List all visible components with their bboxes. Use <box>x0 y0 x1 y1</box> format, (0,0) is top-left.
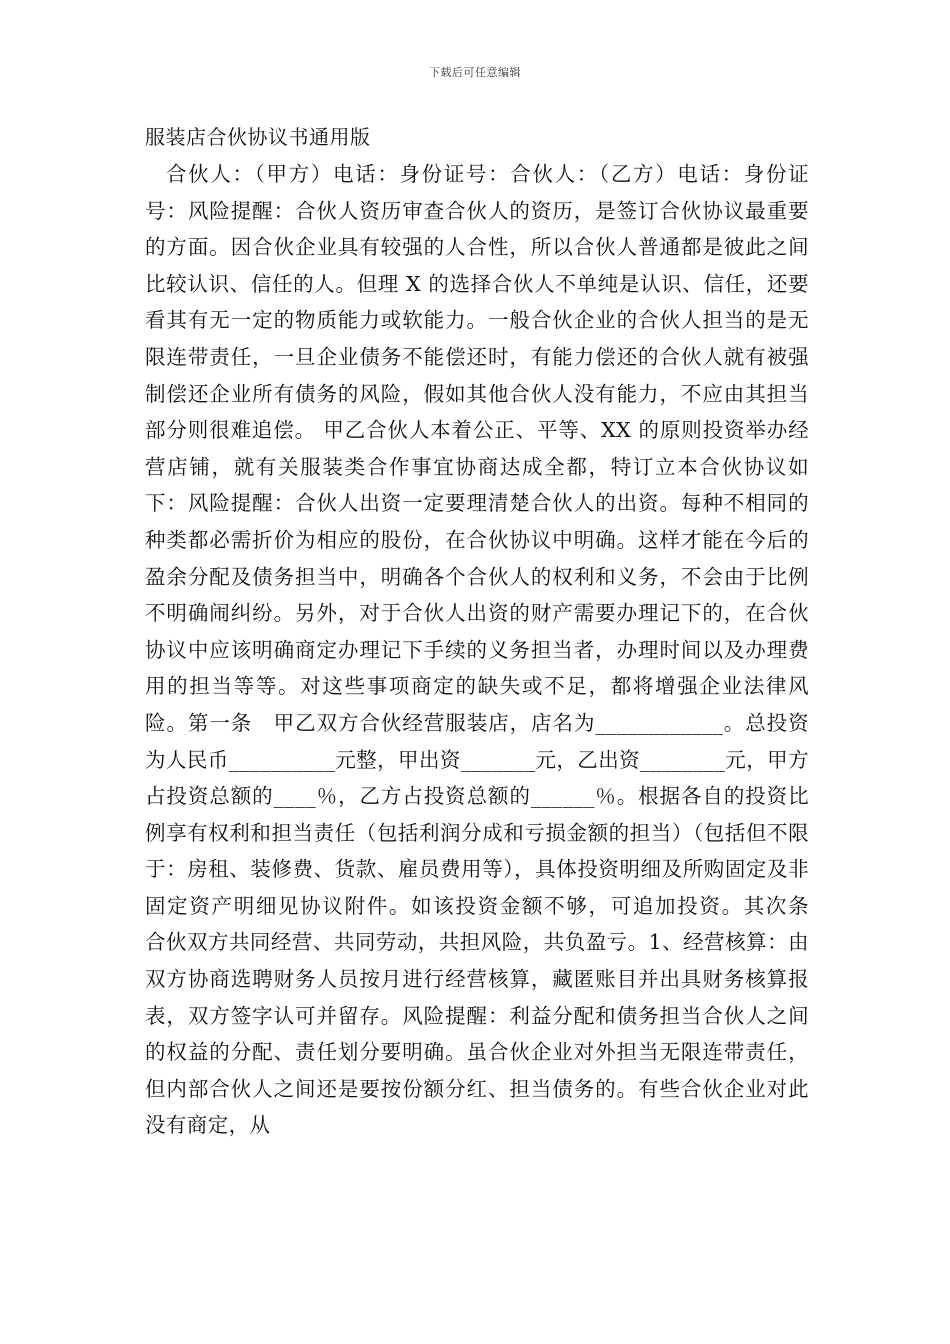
page-header-note: 下载后可任意编辑 <box>429 66 521 79</box>
document-body-paragraph: 合伙人：（甲方）电话：身份证号：合伙人：（乙方）电话：身份证号：风险提醒：合伙人资历审查合伙人的资历，是签订合伙协议最重要的方面。因合伙企业具有较强的人合性，所以合伙人普通都是彼此之间比较认识、信任的人。但理 X 的选择合伙人不单纯是认识、信任，还要看其有无一定的物质能力或软能力。一般合伙企业的合伙人担当的是无限连带责任，一旦企业债务不能偿还时，有能力偿还的合伙人就有被强制偿还企业所有债务的风险，假如其他合伙人没有能力，不应由其担当部分则很难追偿。 甲乙合伙人本着公正、平等、XX 的原则投资举办经营店铺，就有关服装类合作事宜协商达成全都，特订立本合伙协议如下：风险提醒：合伙人出资一定要理清楚合伙人的出资。每种不相同的种类都必需折价为相应的股份，在合伙协议中明确。这样才能在今后的盈余分配及债务担当中，明确各个合伙人的权利和义务，不会由于比例不明确闹纠纷。另外，对于合伙人出资的财产需要办理记下的，在合伙协议中应该明确商定办理记下手续的义务担当者，办理时间以及办理费用的担当等等。对这些事项商定的缺失或不足，都将增强企业法律风险。第一条 甲乙双方合伙经营服装店，店名为____________。总投资为人民币__________元整，甲出资_______元，乙出资________元，甲方占投资总额的____％，乙方占投资总额的______％。根据各自的投资比例享有权利和担当责任（包括利润分成和亏损金额的担当）（包括但不限于：房租、装修费、货款、雇员费用等），具体投资明细及所购固定及非固定资产明细见协议附件。如该投资金额不够，可追加投资。其次条 合伙双方共同经营、共同劳动，共担风险，共负盈亏。1、经营核算：由双方协商选聘财务人员按月进行经营核算，藏匿账目并出具财务核算报表，双方签字认可并留存。风险提醒：利益分配和债务担当合伙人之间的权益的分配、责任划分要明确。虽合伙企业对外担当无限连带责任，但内部合伙人之间还是要按份额分红、担当债务的。有些合伙企业对此没有商定，从 <box>145 162 830 1138</box>
document-title: 服装店合伙协议书通用版 <box>145 125 371 149</box>
